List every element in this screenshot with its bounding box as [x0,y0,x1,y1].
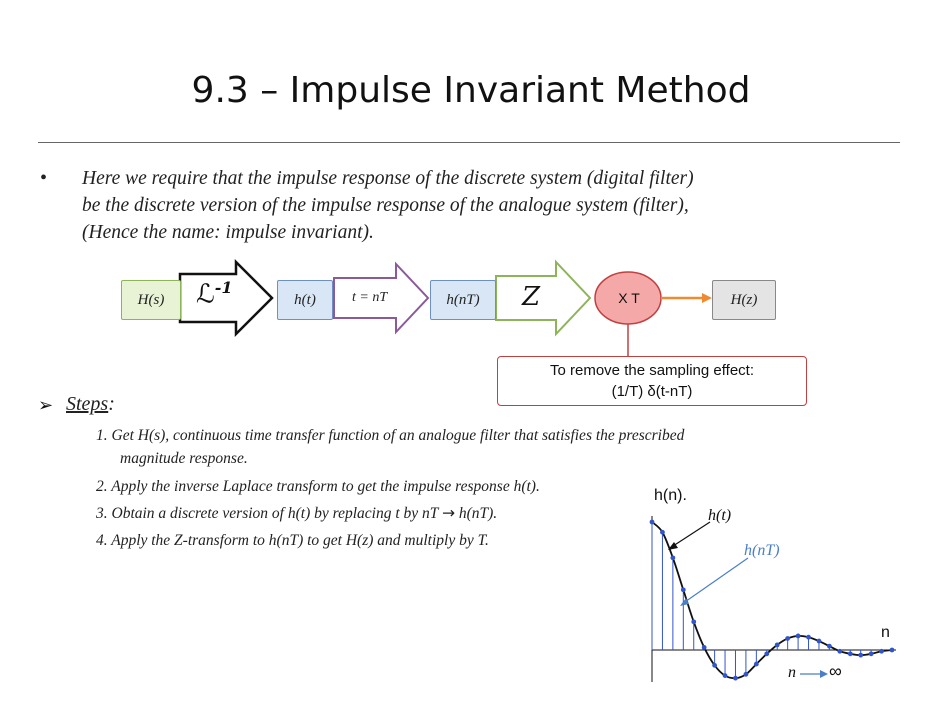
ht-pointer-arrow [670,522,710,548]
sample-point [681,587,686,592]
step-3-text-b: h(nT). [454,505,498,522]
hnt-pointer-arrow [682,558,748,604]
steps-bullet-icon: ➢ [38,395,54,416]
callout-line-1: To remove the sampling effect: [550,362,754,379]
title-divider [38,142,900,143]
page-title: 9.3 – Impulse Invariant Method [191,70,751,111]
sample-point [869,651,874,656]
intro-line-3: (Hence the name: impulse invariant). [82,222,374,243]
sample-point [796,634,801,639]
z-transform-arrow-shape [496,262,590,334]
hnt-plot-label: h(nT) [744,542,780,559]
step-1-line-1: 1. Get H(s), continuous time transfer function of an analogue filter that satisfies the prescribed [96,427,685,444]
hz-box [712,280,776,320]
sample-point [827,644,832,649]
z-transform-label: Z [522,282,541,312]
bullet-marker: • [40,167,48,189]
laplace-superscript: -1 [214,278,233,297]
hz-label: H(z) [730,292,758,308]
sample-point [858,653,863,658]
n-axis-label-bottom: n [788,664,796,681]
sample-point [848,651,853,656]
n-axis-label-right: n [881,624,890,641]
hn-label: h(n). [654,487,687,504]
sample-point [785,636,790,641]
sample-point [723,673,728,678]
sample-point [754,662,759,667]
sample-point [670,555,675,560]
step-2: 2. Apply the inverse Laplace transform to get the impulse response h(t). [96,478,540,495]
hs-box [121,280,181,320]
step-3-arrow-icon: → [441,504,455,522]
steps-heading [66,393,115,416]
output-arrowhead [702,293,712,303]
step-1-line-2: magnitude response. [120,450,248,467]
multiply-t-label: X T [618,290,640,306]
sampling-effect-callout [497,356,807,406]
steps-heading-text: Steps [66,393,109,415]
intro-line-2: be the discrete version of the impulse response of the analogue system (filter), [82,195,689,216]
sample-point [650,520,655,525]
sample-point [702,645,707,650]
sample-point [879,649,884,654]
sample-point [806,635,811,640]
sample-point [712,663,717,668]
hs-label: H(s) [137,292,165,308]
sample-point [744,672,749,677]
step-3 [96,504,497,523]
intro-paragraph [82,165,862,246]
infinity-label: ∞ [829,661,842,681]
hnt-label: h(nT) [446,292,480,308]
sample-point [837,649,842,654]
n-infinity-arrowhead [820,670,828,678]
callout-line-2: (1/T) δ(t-nT) [611,383,693,400]
sample-point [890,648,895,653]
ht-box [277,280,333,320]
sample-point [764,651,769,656]
sample-point [817,639,822,644]
intro-line-1: Here we require that the impulse response of the discrete system (digital filter) [82,168,694,189]
hnt-box [430,280,496,320]
ht-plot-label: h(t) [708,507,732,524]
laplace-symbol: ℒ [196,279,215,310]
step-3-text-a: 3. Obtain a discrete version of h(t) by replacing t by nT [96,505,442,522]
laplace-inverse-label [196,278,233,310]
sample-point [775,642,780,647]
impulse-response-plot [640,510,900,710]
step-4: 4. Apply the Z-transform to h(nT) to get H(z) and multiply by T. [96,532,489,549]
t-equals-nt-label: t = nT [352,290,388,305]
ht-label: h(t) [294,292,316,308]
steps-colon: : [108,393,115,415]
sample-point [691,619,696,624]
sample-point [660,530,665,535]
sample-point [733,676,738,681]
